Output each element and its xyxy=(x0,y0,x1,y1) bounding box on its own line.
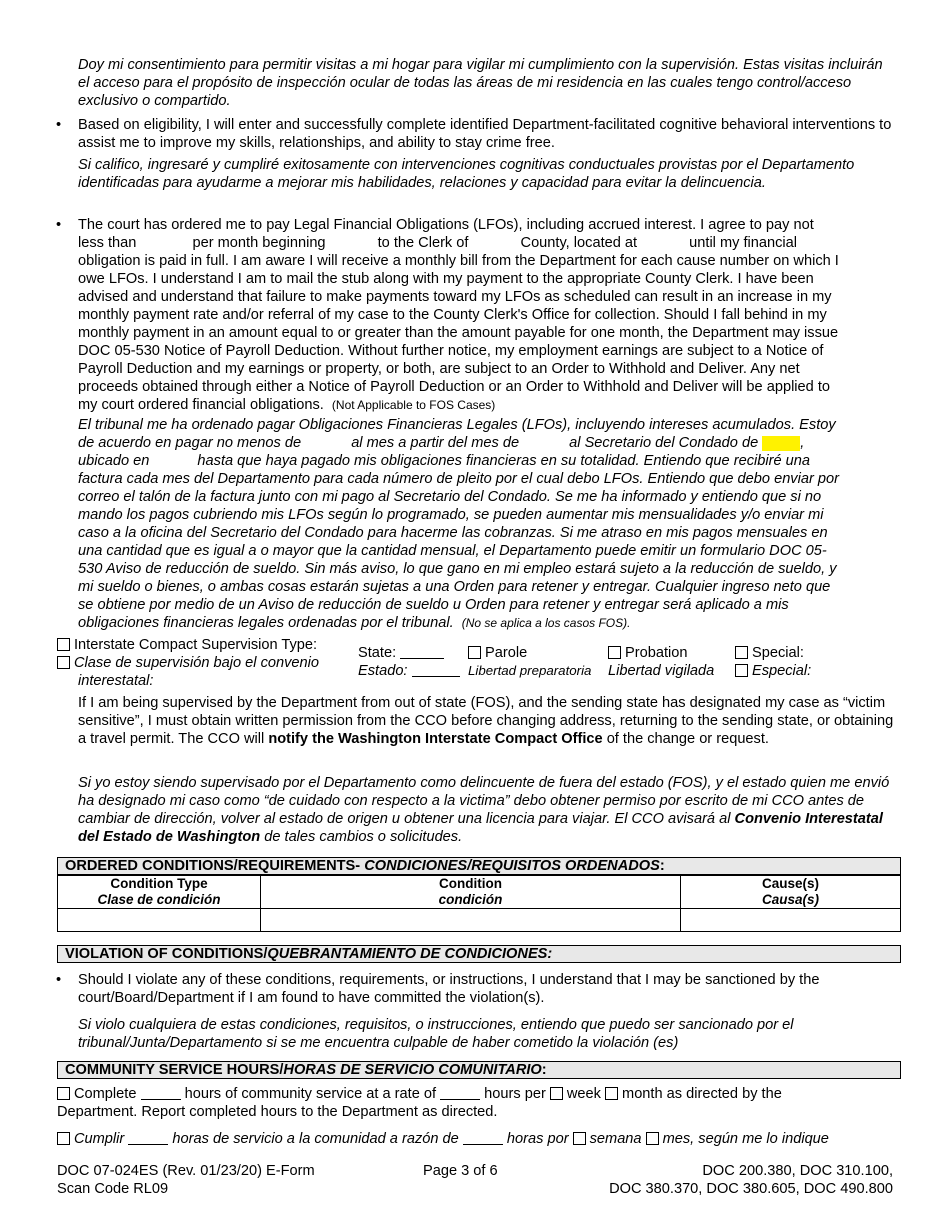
col-condition: Condition condición xyxy=(261,876,681,909)
week-checkbox-es[interactable] xyxy=(573,1132,586,1145)
lfo-es-blanks-line: de acuerdo en pagar no menos de al mes a partir del mes de al Secretario del Condado de , xyxy=(78,435,805,451)
week-checkbox[interactable] xyxy=(550,1087,563,1100)
footer-form-id: DOC 07-024ES (Rev. 01/23/20) E-Form Scan Code RL09 xyxy=(57,1163,315,1197)
community-service-header: COMMUNITY SERVICE HOURS/HORAS DE SERVICIO COMUNITARIO: xyxy=(57,1061,901,1079)
rate-input-es[interactable] xyxy=(463,1130,503,1145)
condition-cell[interactable] xyxy=(261,909,681,932)
lfo-paragraph-es xyxy=(78,416,896,632)
special-checkbox-es[interactable] xyxy=(735,664,748,677)
fos-note: (Not Applicable to FOS Cases) xyxy=(331,398,496,412)
violation-paragraph-es: Si violo cualquiera de estas condiciones, requisitos, o instrucciones, entiendo que puedo ser sancionado por el tribunal/Junta/Departamento si se me encuentra culpable de haber cometido la violación (es) xyxy=(78,1017,794,1051)
rate-input[interactable] xyxy=(440,1085,480,1100)
ordered-conditions-table xyxy=(57,875,901,932)
violation-paragraph-en: Should I violate any of these conditions, requirements, or instructions, I understand that I may be sanctioned by the court/Board/Department if I am found to have committed the violation(s). xyxy=(78,972,820,1006)
text-line: DOC 05-530 Notice of Payroll Deduction. Without further notice, my employment earnings are subject to a Notice of xyxy=(78,343,824,359)
text-line: The court has ordered me to pay Legal Financial Obligations (LFOs), including accrued interest. I agree to pay not xyxy=(78,217,814,233)
text-line: una cantidad que es igual a o mayor que la cantidad mensual, el Departamento puede emitir un formulario DOC 05- xyxy=(78,543,827,559)
table-row xyxy=(58,909,901,932)
scan-code: Scan Code RL09 xyxy=(57,1181,169,1197)
community-service-checkbox-es[interactable] xyxy=(57,1132,70,1145)
interstate-checkbox-es[interactable] xyxy=(57,656,70,669)
violation-header: VIOLATION OF CONDITIONS/QUEBRANTAMIENTO DE CONDICIONES: xyxy=(57,945,901,963)
community-service-en: Complete hours of community service at a rate of hours per week month as directed by the Department. Report completed hours to the Department as directed. xyxy=(57,1086,782,1120)
special-checkbox[interactable] xyxy=(735,646,748,659)
community-service-es: Cumplir horas de servicio a la comunidad a razón de horas por semana mes, según me lo indique xyxy=(57,1130,907,1148)
parole-checkbox[interactable] xyxy=(468,646,481,659)
text-line: proceeds obtained through either a Notice of Payroll Deduction or an Order to Withhold and Deliver will be applied to xyxy=(78,379,831,395)
fos-paragraph-en: If I am being supervised by the Department from out of state (FOS), and the sending state has designated my case as “victim sensitive”, I must obtain written permission from the CCO before changing address, returning to the sending state, or obtaining a travel permit. The CCO will notify the Washington Interstate Compact Office of the change or request. xyxy=(78,695,894,747)
page-number: Page 3 of 6 xyxy=(423,1163,498,1179)
condition-type-cell[interactable] xyxy=(58,909,261,932)
bullet-dot: • xyxy=(56,117,62,133)
probation-option: Probation Libertad vigilada xyxy=(608,645,715,679)
footer-references: DOC 200.380, DOC 310.100, DOC 380.370, DOC 380.605, DOC 490.800 xyxy=(609,1163,893,1197)
bullet-dot: • xyxy=(56,972,62,988)
special-option: Special: Especial: xyxy=(735,644,811,680)
month-checkbox-es[interactable] xyxy=(646,1132,659,1145)
text-line: factura cada mes del Departamento para cada número de pleito por el cual debo LFOs. Entiendo que debo enviar por xyxy=(78,471,839,487)
consent-paragraph-es: Doy mi consentimiento para permitir visitas a mi hogar para vigilar mi cumplimiento con la supervisión. Estas visitas incluirán el acceso para el propósito de inspección ocular de todas las áreas de mi residencia en las cuales tengo control/acceso exclusivo o compartido. xyxy=(78,57,883,109)
interstate-compact-block: Interstate Compact Supervision Type: Clase de supervisión bajo el convenio interestatal: xyxy=(57,636,347,690)
lfo-en-blanks-line: less than per month beginning to the Clerk of County, located at until my financial xyxy=(78,235,798,251)
text-line: my court ordered financial obligations. (Not Applicable to FOS Cases) xyxy=(78,397,496,413)
text-line: monthly payment in an amount equal to or greater than the amount payable for one month, the Department may issue xyxy=(78,325,839,341)
state-input[interactable] xyxy=(400,644,444,659)
probation-checkbox[interactable] xyxy=(608,646,621,659)
state-input-es[interactable] xyxy=(412,662,460,677)
text-line: mando los pagos cubriendo mis LFOs según lo programado, se pueden aumentar mis mensualidades y/o enviar mi xyxy=(78,507,824,523)
text-line: Payroll Deduction and my earnings or property, or both, are subject to an Order to Withhold and Deliver. Any net xyxy=(78,361,800,377)
col-condition-type: Condition Type Clase de condición xyxy=(58,876,261,909)
text-line: advised and understand that failure to make payments toward my LFOs as scheduled can result in an increase in my xyxy=(78,289,832,305)
cbt-paragraph-en: Based on eligibility, I will enter and successfully complete identified Department-facilitated cognitive behavioral interventions to assist me to improve my skills, relationships, and ability to stay crime free. xyxy=(78,117,892,151)
text-line: El tribunal me ha ordenado pagar Obligaciones Financieras Legales (LFOs), incluyendo intereses acumulados. Estoy xyxy=(78,417,836,433)
text-line: 530 Aviso de reducción de sueldo. Sin más aviso, lo que gano en mi empleo estará sujeto a la reducción de sueldo, y xyxy=(78,561,837,577)
col-causes: Cause(s) Causa(s) xyxy=(681,876,901,909)
text-line: se obtiene por medio de un Aviso de reducción de sueldo u Orden para retener y entregar será aplicado a mis xyxy=(78,597,789,613)
bullet-dot: • xyxy=(56,217,62,233)
table-header-row xyxy=(58,876,901,909)
text-line: ubicado en hasta que haya pagado mis obligaciones financieras en su totalidad. Entiendo que recibiré una xyxy=(78,453,810,469)
lfo-paragraph-en xyxy=(78,216,896,414)
causes-cell[interactable] xyxy=(681,909,901,932)
fos-note: (No se aplica a los casos FOS). xyxy=(461,616,631,630)
community-service-checkbox[interactable] xyxy=(57,1087,70,1100)
text-line: monthly payment rate and/or referral of my case to the County Clerk's Office for collection. Should I fall behind in my xyxy=(78,307,827,323)
hours-input[interactable] xyxy=(141,1085,181,1100)
text-line: owe LFOs. I understand I am to mail the stub along with my payment to the appropriate County Clerk. I have been xyxy=(78,271,814,287)
fos-paragraph-es: Si yo estoy siendo supervisado por el Departamento como delincuente de fuera del estado (FOS), y el estado quien me envió ha designado mi caso como “de cuidado con respecto a la victima” debo obtener permiso por escrito de mi CCO antes de cambiar de dirección, volver al estado de origen u obtener una licencia para viajar. El CCO avisará al Convenio Interestatal del Estado de Washington de tales cambios o solicitudes. xyxy=(78,775,890,845)
parole-option: Parole Libertad preparatoria xyxy=(468,645,592,678)
interstate-checkbox[interactable] xyxy=(57,638,70,651)
month-checkbox[interactable] xyxy=(605,1087,618,1100)
ordered-conditions-header: ORDERED CONDITIONS/REQUIREMENTS- CONDICIONES/REQUISITOS ORDENADOS: xyxy=(57,857,901,875)
text-line: correo el talón de la factura junto con mi pago al Secretario del Condado. Se me ha informado y entiendo que si no xyxy=(78,489,822,505)
text-line: caso a la oficina del Secretario del Condado para hacerme las cobranzas. Si me atraso en mis pagos mensuales en xyxy=(78,525,828,541)
hours-input-es[interactable] xyxy=(128,1130,168,1145)
county-highlight-field[interactable] xyxy=(762,436,800,451)
text-line: obligation is paid in full. I am aware I will receive a monthly bill from the Department for each cause number on which I xyxy=(78,253,839,269)
text-line: mi sueldo o bienes, o ambas cosas estarán sujetas a una Orden para retener y entregar. Cualquier ingreso neto que xyxy=(78,579,831,595)
state-field: State: Estado: xyxy=(358,644,460,680)
text-line: obligaciones financieras legales ordenadas por el tribunal. (No se aplica a los casos FOS). xyxy=(78,615,631,631)
cbt-paragraph-es: Si califico, ingresaré y cumpliré exitosamente con intervenciones cognitivas conductuales provistas por el Departamento identificadas para ayudarme a mejorar mis habilidades, relaciones y capacidad para evitar la delincuencia. xyxy=(78,157,855,191)
